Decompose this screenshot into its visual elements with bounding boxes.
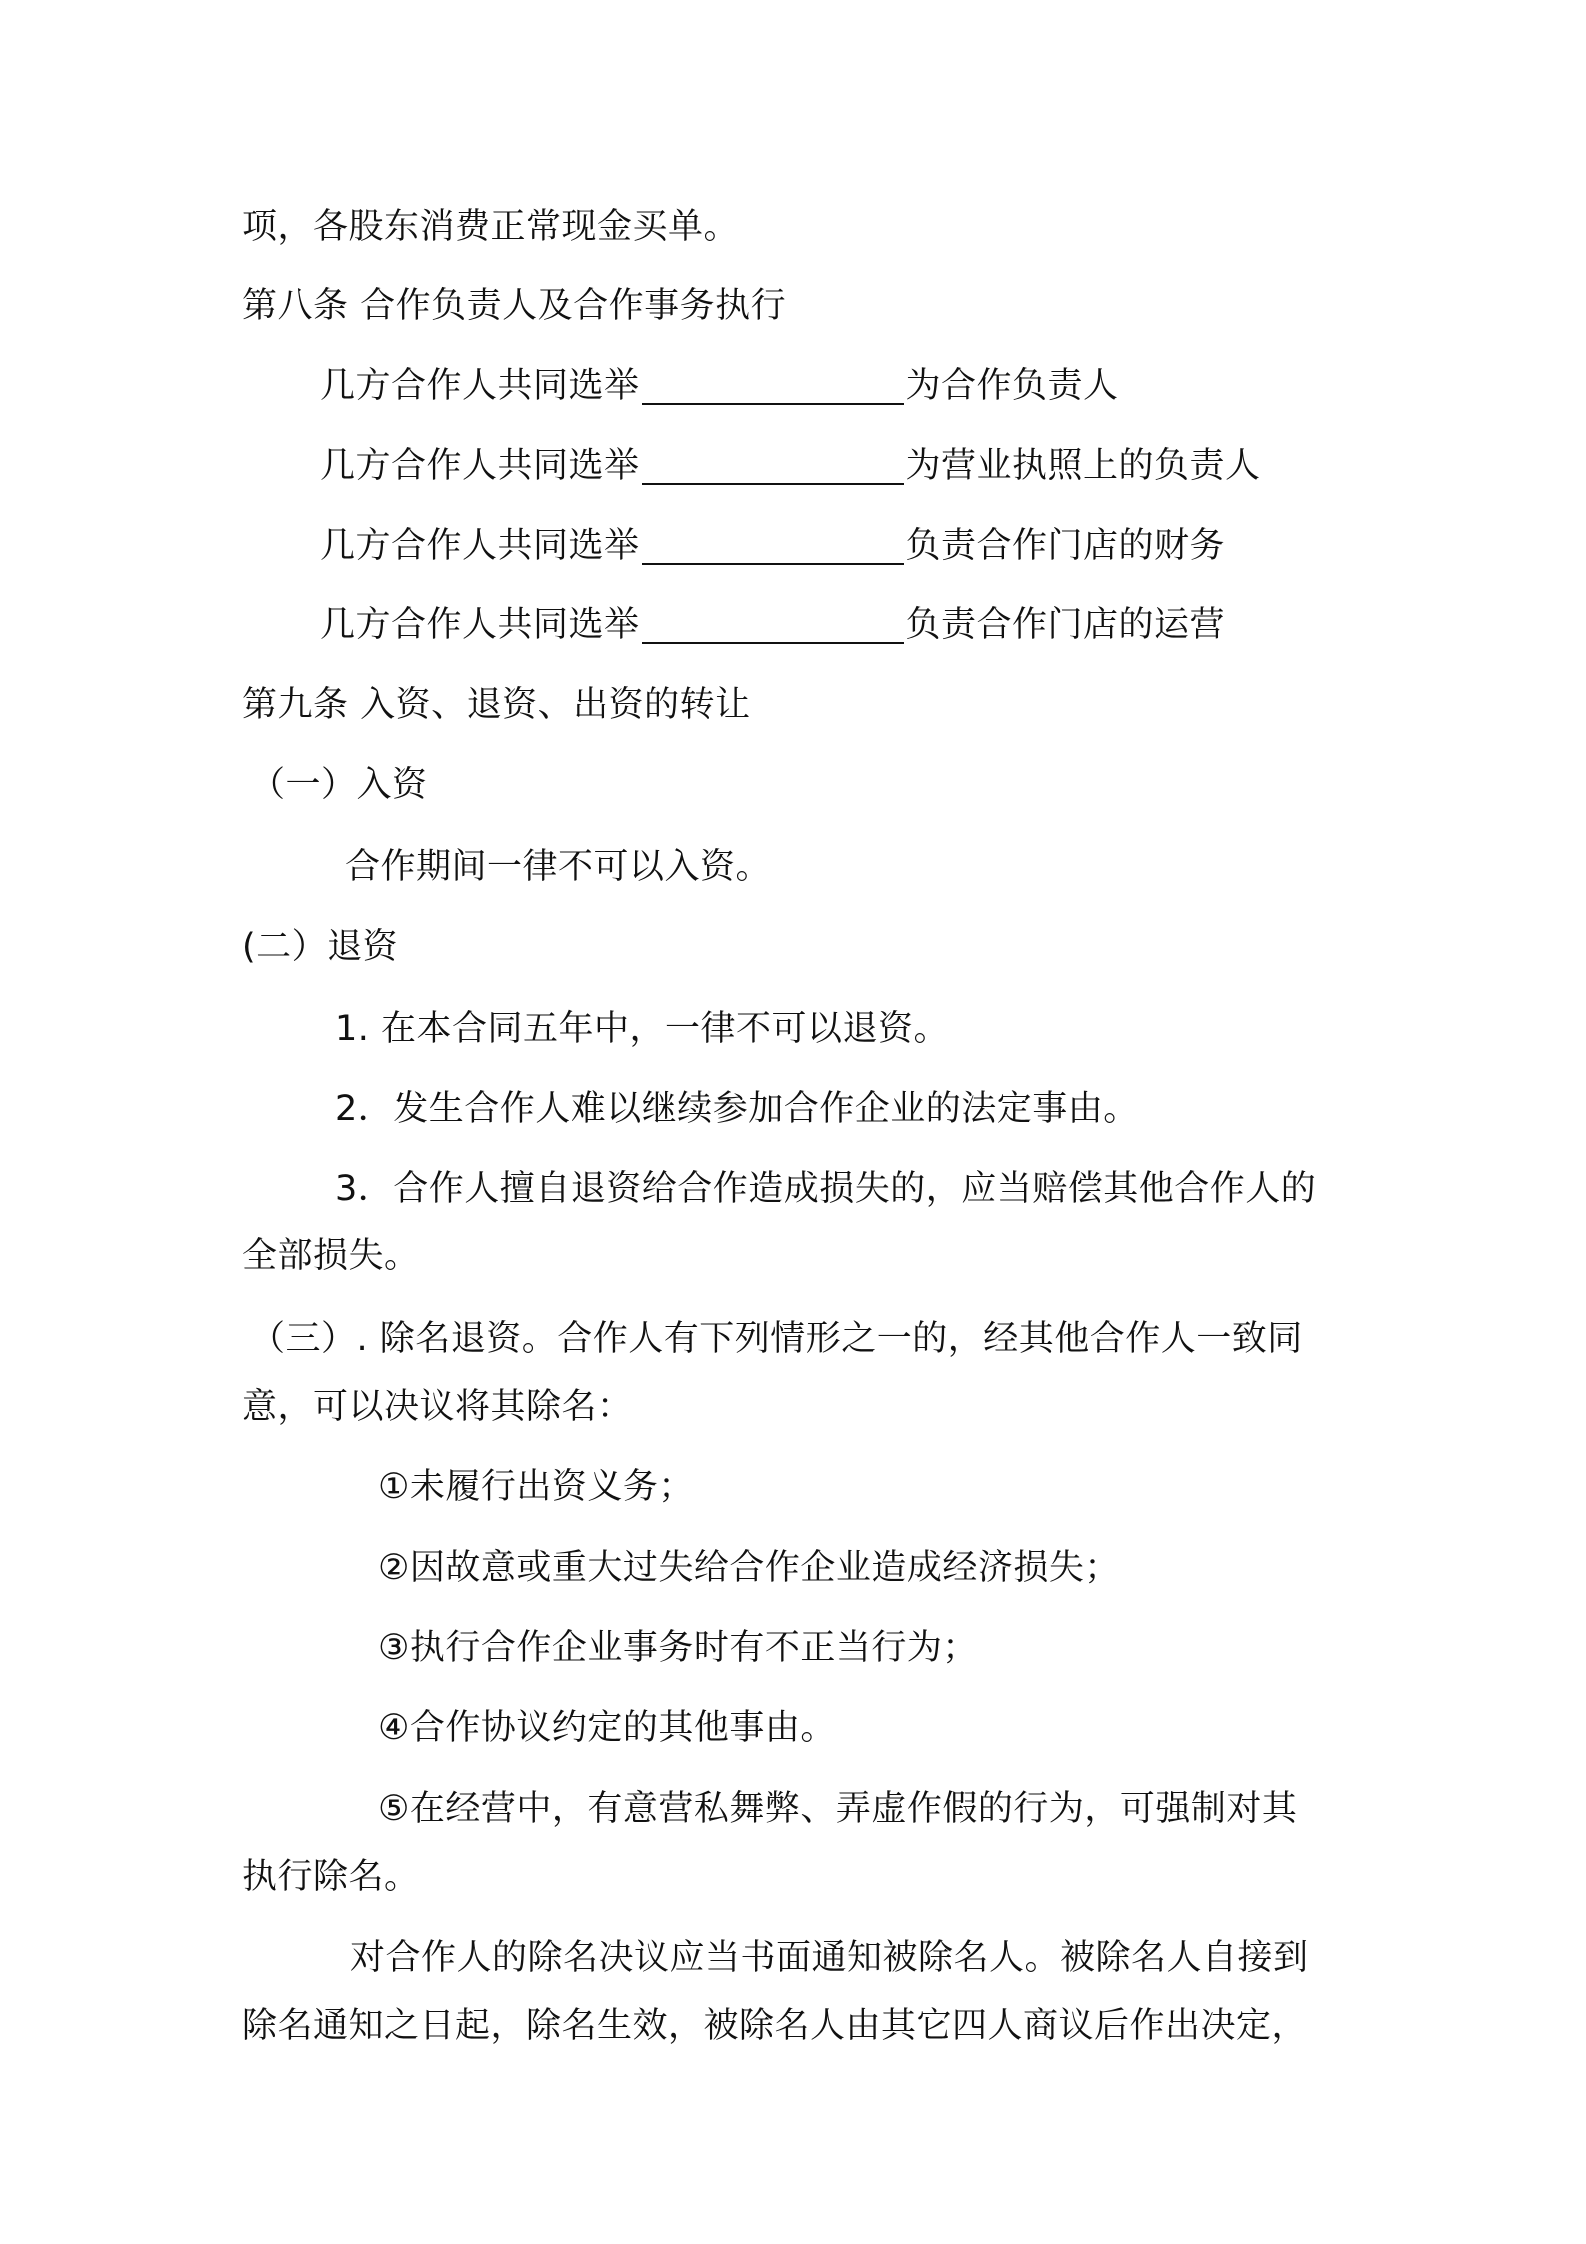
- section-1-heading: （一）入资: [250, 765, 428, 805]
- list-item: 3．合作人擅自退资给合作造成损失的，应当赔偿其他合作人的: [335, 1169, 1317, 1209]
- article-9-heading: 第九条 入资、退资、出资的转让: [242, 685, 751, 725]
- fill-in-blank: [642, 363, 904, 405]
- election-prefix: 几方合作人共同选举: [320, 605, 640, 645]
- text-line: 全部损失。: [242, 1236, 420, 1276]
- section-2-heading: (二）退资: [242, 927, 399, 967]
- election-prefix: 几方合作人共同选举: [320, 526, 640, 566]
- list-item: ①未履行出资义务；: [378, 1467, 694, 1507]
- election-suffix: 为合作负责人: [905, 366, 1119, 406]
- election-suffix: 负责合作门店的运营: [905, 605, 1226, 645]
- election-line-3: [320, 523, 1225, 568]
- fill-in-blank: [642, 523, 904, 565]
- fill-in-blank: [642, 443, 904, 485]
- list-item: 2．发生合作人难以继续参加合作企业的法定事由。: [335, 1089, 1139, 1129]
- election-suffix: 为营业执照上的负责人: [905, 446, 1261, 486]
- text-line: 执行除名。: [242, 1857, 420, 1897]
- election-line-2: [320, 443, 1261, 488]
- text-line: 意，可以决议将其除名：: [242, 1387, 633, 1427]
- text-line: 除名通知之日起，除名生效，被除名人由其它四人商议后作出决定，: [242, 2006, 1308, 2046]
- section-3-heading: （三）. 除名退资。合作人有下列情形之一的，经其他合作人一致同: [250, 1319, 1303, 1359]
- election-line-1: [320, 363, 1119, 408]
- list-item: ④合作协议约定的其他事由。: [378, 1708, 836, 1748]
- text-line: 项，各股东消费正常现金买单。: [242, 207, 740, 247]
- list-item: ③执行合作企业事务时有不正当行为；: [378, 1628, 978, 1668]
- text-line: 合作期间一律不可以入资。: [345, 847, 772, 887]
- election-prefix: 几方合作人共同选举: [320, 446, 640, 486]
- article-8-heading: 第八条 合作负责人及合作事务执行: [242, 286, 787, 326]
- list-item: ②因故意或重大过失给合作企业造成经济损失；: [378, 1548, 1120, 1588]
- election-prefix: 几方合作人共同选举: [320, 366, 640, 406]
- election-suffix: 负责合作门店的财务: [905, 526, 1226, 566]
- list-item: ⑤在经营中，有意营私舞弊、弄虚作假的行为，可强制对其: [378, 1789, 1298, 1829]
- fill-in-blank: [642, 602, 904, 644]
- list-item: 1. 在本合同五年中，一律不可以退资。: [335, 1009, 950, 1049]
- text-line: 对合作人的除名决议应当书面通知被除名人。被除名人自接到: [350, 1938, 1309, 1978]
- election-line-4: [320, 602, 1225, 647]
